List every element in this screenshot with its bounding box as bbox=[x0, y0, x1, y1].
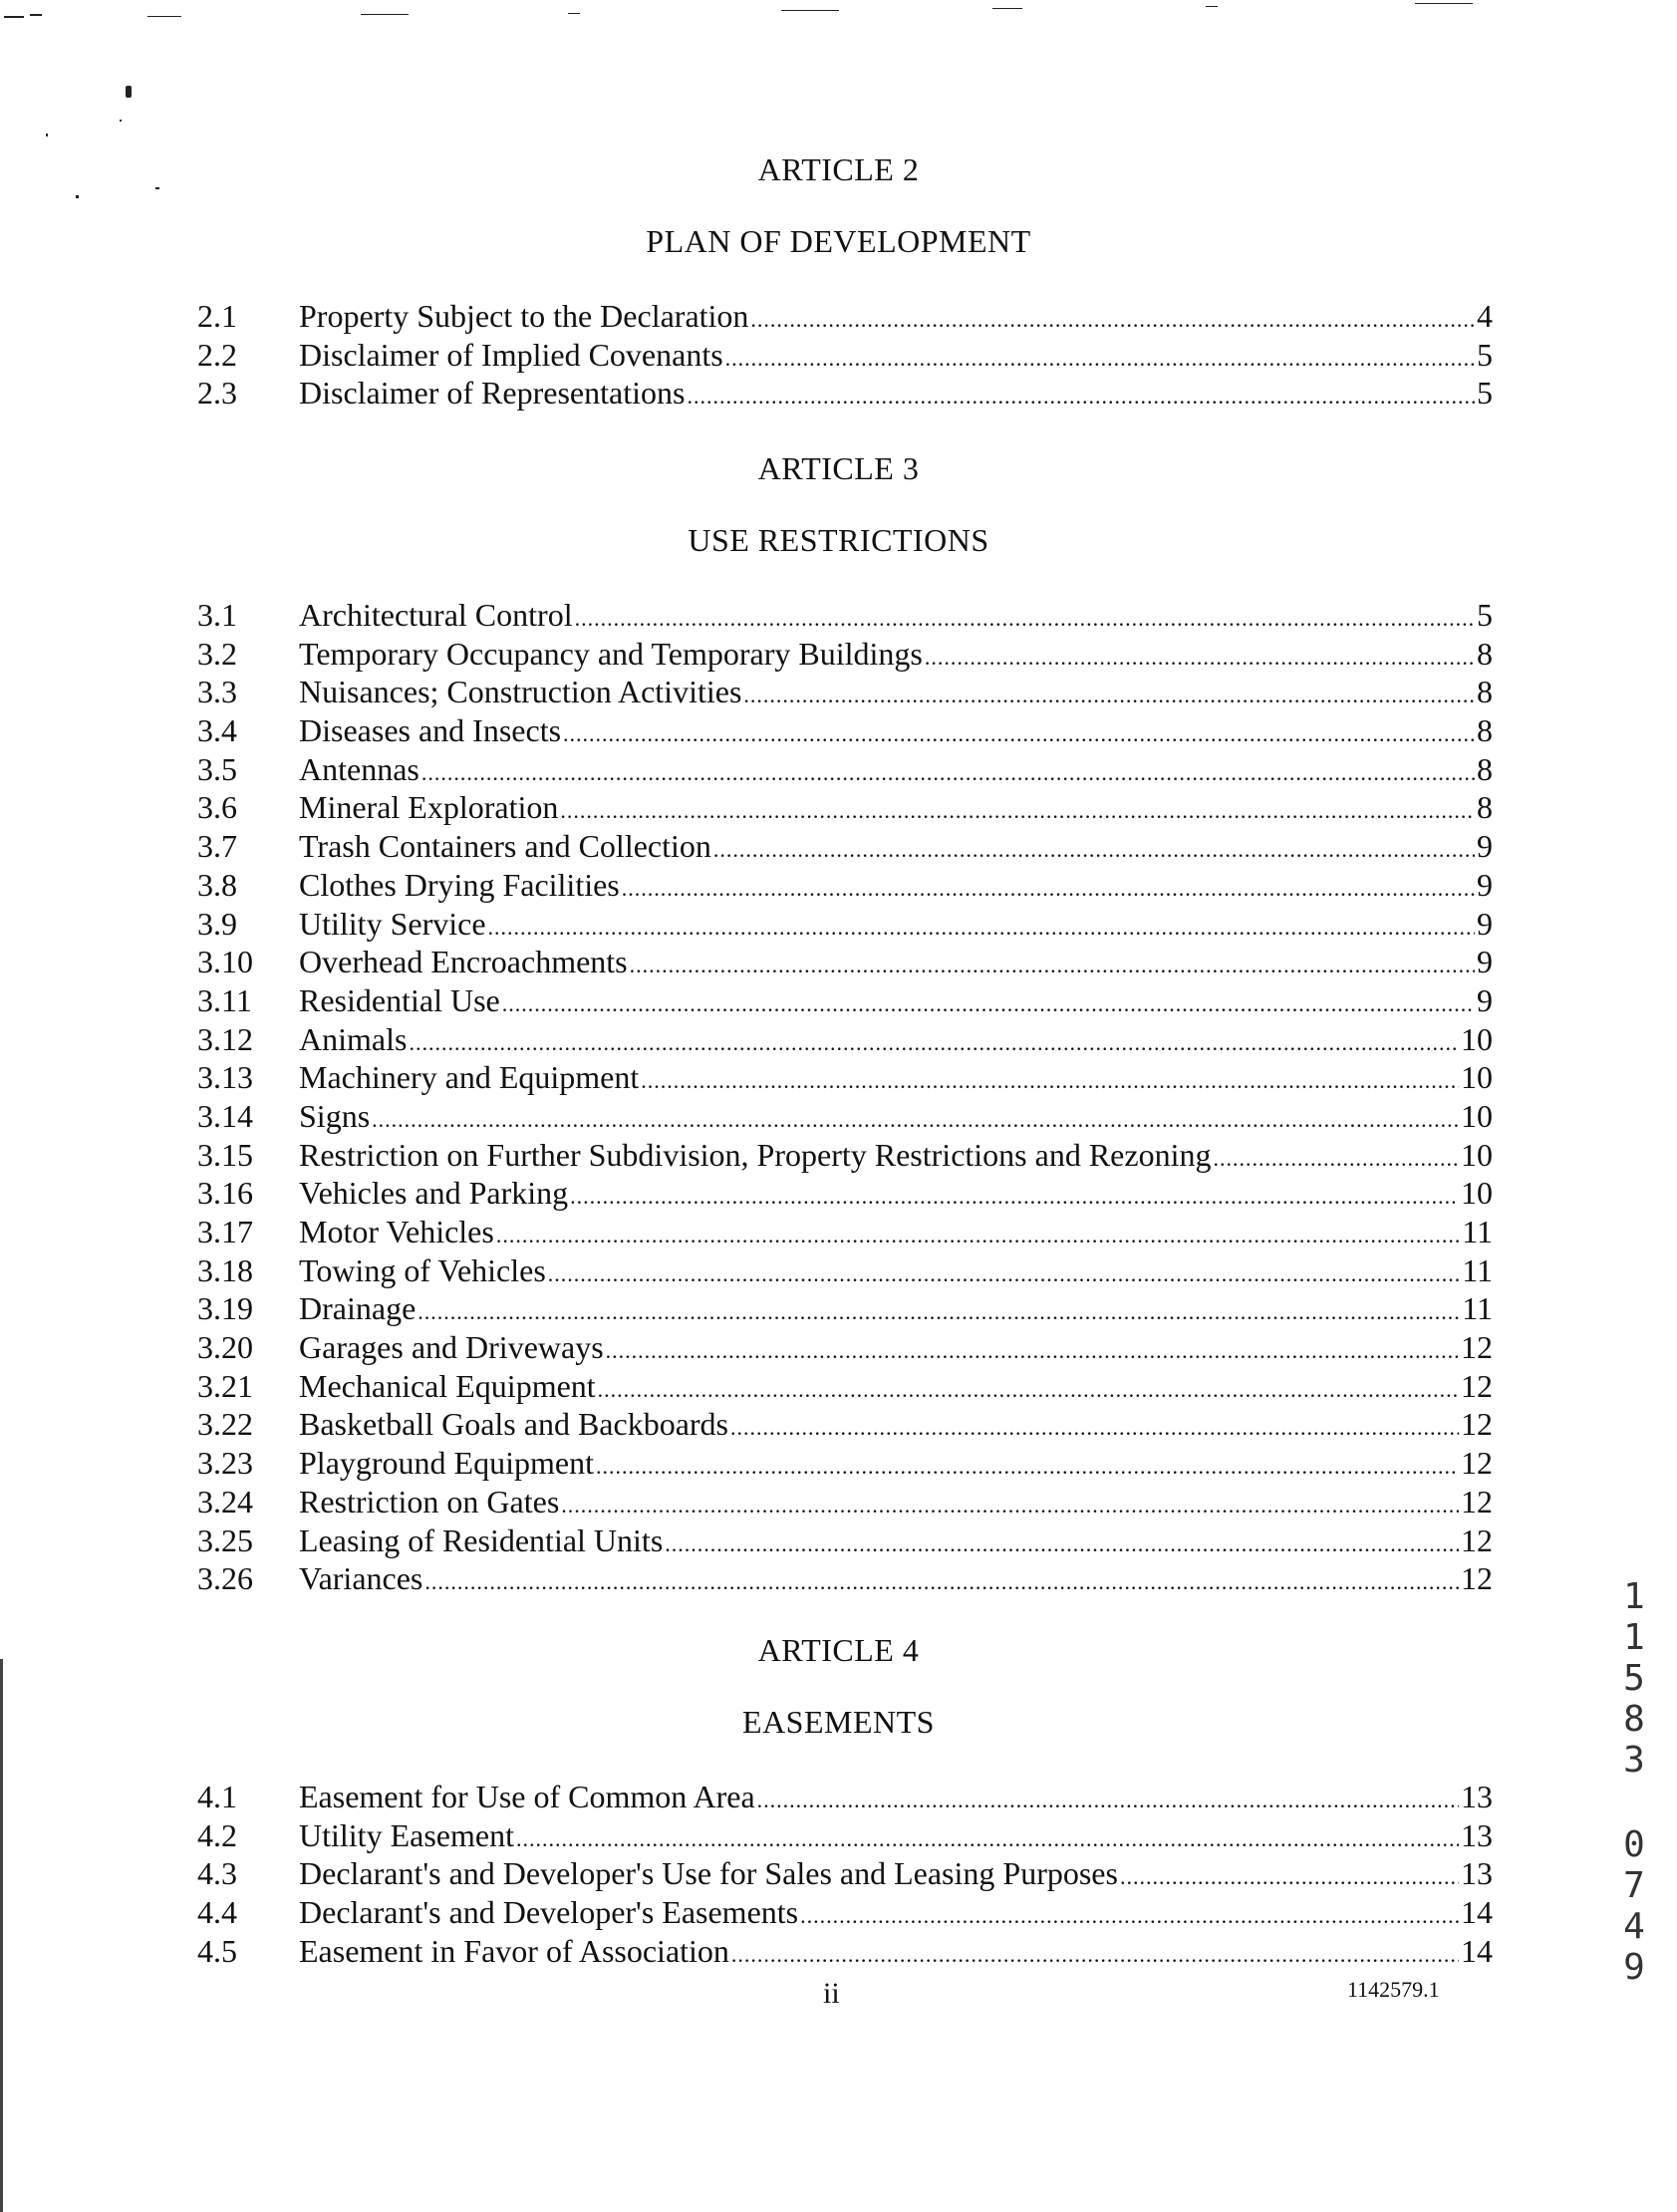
scan-mark bbox=[30, 14, 42, 16]
article-title: PLAN OF DEVELOPMENT bbox=[646, 223, 1031, 259]
toc-page: 13 bbox=[1461, 1779, 1493, 1814]
toc-row bbox=[197, 374, 1493, 413]
toc-page: 9 bbox=[1477, 944, 1493, 980]
dot-leader bbox=[800, 1897, 1459, 1936]
toc-page: 5 bbox=[1477, 336, 1493, 373]
article-title: USE RESTRICTIONS bbox=[688, 522, 989, 558]
toc-row bbox=[197, 750, 1493, 789]
toc-row bbox=[197, 866, 1493, 905]
stamp-digit: 4 bbox=[1623, 1906, 1645, 1947]
stamp-digit: 7 bbox=[1623, 1865, 1645, 1906]
dot-leader bbox=[1213, 1140, 1459, 1179]
dot-leader bbox=[548, 1255, 1460, 1294]
footer-document-id: 1142579.1 bbox=[1347, 1977, 1440, 2002]
toc-title: Easement in Favor of Association bbox=[299, 1932, 729, 1969]
toc-page: 10 bbox=[1461, 1059, 1493, 1096]
toc-title: Machinery and Equipment bbox=[299, 1059, 640, 1096]
toc-title: Garages and Driveways bbox=[299, 1329, 604, 1366]
toc-page: 8 bbox=[1477, 789, 1493, 826]
toc-number: 3.8 bbox=[197, 866, 237, 903]
toc-page: 12 bbox=[1461, 1406, 1493, 1443]
dot-leader bbox=[488, 909, 1475, 948]
toc-row bbox=[197, 1367, 1493, 1406]
toc-title: Clothes Drying Facilities bbox=[299, 866, 620, 903]
dot-leader bbox=[424, 1563, 1459, 1602]
dot-leader bbox=[502, 985, 1475, 1024]
toc-number: 4.3 bbox=[197, 1855, 237, 1892]
toc-page: 12 bbox=[1461, 1483, 1493, 1520]
toc-section-article-4 bbox=[197, 1778, 1493, 1970]
dot-leader bbox=[622, 870, 1475, 909]
toc-number: 3.7 bbox=[197, 828, 237, 865]
toc-page: 8 bbox=[1477, 750, 1493, 787]
toc-number: 4.2 bbox=[197, 1816, 237, 1853]
toc-number: 3.3 bbox=[197, 674, 237, 710]
toc-title: Leasing of Residential Units bbox=[299, 1521, 664, 1558]
scan-mark bbox=[361, 14, 409, 15]
article-label: ARTICLE 4 bbox=[757, 1632, 920, 1668]
toc-page: 9 bbox=[1477, 981, 1493, 1018]
toc-page: 9 bbox=[1477, 905, 1493, 942]
scan-mark bbox=[147, 16, 181, 17]
toc-title: Declarant's and Developer's Easements bbox=[299, 1894, 799, 1931]
toc-row bbox=[197, 981, 1493, 1020]
toc-title: Motor Vehicles bbox=[299, 1214, 494, 1249]
toc-page: 8 bbox=[1477, 712, 1493, 749]
toc-row bbox=[197, 673, 1493, 711]
toc-number: 3.12 bbox=[197, 1020, 253, 1057]
toc-page: 13 bbox=[1461, 1816, 1493, 1853]
dot-leader bbox=[687, 378, 1475, 416]
toc-page: 10 bbox=[1461, 1097, 1493, 1134]
toc-page: 11 bbox=[1462, 1290, 1493, 1327]
toc-page: 14 bbox=[1461, 1894, 1493, 1931]
toc-title: Temporary Occupancy and Temporary Buildings bbox=[299, 635, 923, 672]
stamp-digit: 8 bbox=[1623, 1699, 1645, 1740]
dot-leader bbox=[598, 1371, 1459, 1410]
toc-title: Declarant's and Developer's Use for Sales and Leasing Purposes bbox=[299, 1855, 1118, 1892]
toc-page: 12 bbox=[1461, 1445, 1493, 1482]
scan-mark bbox=[76, 195, 79, 198]
toc-row bbox=[197, 943, 1493, 981]
dot-leader bbox=[750, 301, 1475, 340]
toc-page: 4 bbox=[1477, 298, 1493, 334]
scan-mark bbox=[781, 10, 839, 11]
stamp-digit: 9 bbox=[1623, 1947, 1645, 1988]
stamp-digit: 3 bbox=[1623, 1740, 1645, 1781]
toc-row bbox=[197, 905, 1493, 944]
dot-leader bbox=[418, 1293, 1460, 1332]
scan-mark bbox=[4, 16, 24, 18]
toc-row bbox=[197, 297, 1493, 336]
scan-mark bbox=[568, 13, 580, 14]
dot-leader bbox=[731, 1936, 1459, 1975]
toc-number: 3.24 bbox=[197, 1483, 253, 1520]
toc-title: Disclaimer of Representations bbox=[299, 375, 686, 412]
toc-row bbox=[197, 1213, 1493, 1251]
dot-leader bbox=[641, 1062, 1459, 1101]
toc-row bbox=[197, 1778, 1493, 1816]
dot-leader bbox=[421, 754, 1475, 793]
toc-number: 3.6 bbox=[197, 789, 237, 826]
toc-number: 3.22 bbox=[197, 1406, 253, 1443]
dot-leader bbox=[606, 1332, 1459, 1371]
stamp-digit: 0 bbox=[1623, 1824, 1645, 1865]
toc-page: 10 bbox=[1461, 1020, 1493, 1057]
article-label: ARTICLE 3 bbox=[757, 450, 920, 486]
dot-leader bbox=[630, 947, 1475, 985]
dot-leader bbox=[665, 1525, 1459, 1564]
toc-row bbox=[197, 1174, 1493, 1213]
toc-number: 3.17 bbox=[197, 1214, 253, 1249]
dot-leader bbox=[496, 1217, 1460, 1255]
stamp-digit: 5 bbox=[1623, 1658, 1645, 1699]
toc-section-article-3 bbox=[197, 596, 1493, 1598]
toc-title: Utility Service bbox=[299, 905, 486, 942]
toc-row bbox=[197, 635, 1493, 674]
toc-number: 3.13 bbox=[197, 1059, 253, 1096]
toc-row bbox=[197, 1136, 1493, 1175]
toc-number: 3.18 bbox=[197, 1251, 253, 1288]
toc-number: 2.2 bbox=[197, 336, 237, 373]
toc-page: 10 bbox=[1461, 1175, 1493, 1212]
toc-row bbox=[197, 827, 1493, 866]
toc-row bbox=[197, 1932, 1493, 1971]
stamp-digit: 1 bbox=[1623, 1617, 1645, 1658]
toc-title: Mineral Exploration bbox=[299, 789, 559, 826]
toc-title: Mechanical Equipment bbox=[299, 1367, 596, 1404]
footer-page-number: ii bbox=[823, 1977, 840, 2010]
toc-title: Restriction on Gates bbox=[299, 1483, 560, 1520]
toc-page: 8 bbox=[1477, 674, 1493, 710]
toc-title: Drainage bbox=[299, 1290, 417, 1327]
toc-number: 3.26 bbox=[197, 1560, 253, 1597]
toc-title: Basketball Goals and Backboards bbox=[299, 1406, 728, 1443]
toc-number: 3.23 bbox=[197, 1445, 253, 1482]
toc-row bbox=[197, 1058, 1493, 1097]
dot-leader bbox=[372, 1101, 1459, 1140]
toc-section-article-2 bbox=[197, 297, 1493, 413]
toc-number: 3.4 bbox=[197, 712, 237, 749]
toc-title: Diseases and Insects bbox=[299, 712, 562, 749]
toc-page: 12 bbox=[1461, 1367, 1493, 1404]
toc-title: Property Subject to the Declaration bbox=[299, 298, 749, 334]
dot-leader bbox=[925, 639, 1475, 678]
toc-row bbox=[197, 1328, 1493, 1367]
margin-recording-stamp bbox=[1616, 1576, 1652, 1988]
toc-number: 3.25 bbox=[197, 1521, 253, 1558]
toc-page: 12 bbox=[1461, 1521, 1493, 1558]
dot-leader bbox=[757, 1782, 1459, 1820]
toc-title: Utility Easement bbox=[299, 1816, 514, 1853]
toc-number: 3.11 bbox=[197, 981, 252, 1018]
toc-title: Overhead Encroachments bbox=[299, 944, 628, 980]
toc-row bbox=[197, 711, 1493, 750]
toc-number: 3.2 bbox=[197, 635, 237, 672]
stamp-digit: 1 bbox=[1623, 1576, 1645, 1617]
toc-row bbox=[197, 336, 1493, 375]
toc-title: Playground Equipment bbox=[299, 1445, 594, 1482]
toc-title: Variances bbox=[299, 1560, 423, 1597]
article-title: EASEMENTS bbox=[742, 1704, 935, 1740]
toc-page: 12 bbox=[1461, 1329, 1493, 1366]
toc-number: 3.1 bbox=[197, 597, 237, 633]
dot-leader bbox=[561, 1487, 1459, 1525]
dot-leader bbox=[725, 340, 1475, 379]
toc-title: Easement for Use of Common Area bbox=[299, 1779, 755, 1814]
toc-number: 3.14 bbox=[197, 1097, 253, 1134]
toc-page: 13 bbox=[1461, 1855, 1493, 1892]
toc-page: 11 bbox=[1462, 1251, 1493, 1288]
scan-mark bbox=[46, 134, 48, 137]
dot-leader bbox=[516, 1820, 1459, 1859]
toc-number: 4.1 bbox=[197, 1779, 237, 1814]
dot-leader bbox=[1120, 1858, 1459, 1897]
toc-row bbox=[197, 1405, 1493, 1444]
toc-number: 2.1 bbox=[197, 298, 237, 334]
toc-title: Trash Containers and Collection bbox=[299, 828, 711, 865]
toc-title: Antennas bbox=[299, 750, 419, 787]
toc-number: 2.3 bbox=[197, 375, 237, 412]
toc-number: 3.9 bbox=[197, 905, 237, 942]
toc-page: 12 bbox=[1461, 1560, 1493, 1597]
toc-number: 4.4 bbox=[197, 1894, 237, 1931]
scan-mark bbox=[992, 8, 1022, 9]
toc-row bbox=[197, 1816, 1493, 1855]
dot-leader bbox=[713, 831, 1475, 870]
toc-number: 3.20 bbox=[197, 1329, 253, 1366]
toc-page: 8 bbox=[1477, 635, 1493, 672]
scan-edge bbox=[0, 1659, 3, 2212]
toc-page: 10 bbox=[1461, 1136, 1493, 1173]
toc-row bbox=[197, 788, 1493, 827]
toc-number: 4.5 bbox=[197, 1932, 237, 1969]
toc-title: Restriction on Further Subdivision, Property Restrictions and Rezoning bbox=[299, 1136, 1212, 1173]
toc-row bbox=[197, 1097, 1493, 1136]
dot-leader bbox=[743, 677, 1475, 715]
toc-title: Vehicles and Parking bbox=[299, 1175, 569, 1212]
scan-mark bbox=[126, 86, 132, 98]
toc-page: 9 bbox=[1477, 866, 1493, 903]
toc-number: 3.10 bbox=[197, 944, 253, 980]
stamp-gap bbox=[1616, 1781, 1652, 1824]
scan-mark bbox=[1415, 3, 1473, 4]
toc-row bbox=[197, 1289, 1493, 1328]
scan-mark bbox=[1206, 6, 1218, 7]
toc-row bbox=[197, 596, 1493, 635]
toc-page: 5 bbox=[1477, 375, 1493, 412]
toc-page: 11 bbox=[1462, 1214, 1493, 1249]
toc-row bbox=[197, 1559, 1493, 1598]
toc-page: 9 bbox=[1477, 828, 1493, 865]
toc-number: 3.16 bbox=[197, 1175, 253, 1212]
toc-number: 3.5 bbox=[197, 750, 237, 787]
toc-page: 5 bbox=[1477, 597, 1493, 633]
toc-row bbox=[197, 1444, 1493, 1483]
dot-leader bbox=[730, 1409, 1459, 1448]
toc-row bbox=[197, 1854, 1493, 1893]
toc-number: 3.21 bbox=[197, 1367, 253, 1404]
toc-row bbox=[197, 1521, 1493, 1560]
toc-title: Nuisances; Construction Activities bbox=[299, 674, 742, 710]
scan-mark bbox=[120, 120, 122, 122]
toc-title: Signs bbox=[299, 1097, 371, 1134]
article-label: ARTICLE 2 bbox=[757, 151, 920, 187]
toc-row bbox=[197, 1020, 1493, 1059]
dot-leader bbox=[575, 600, 1475, 639]
dot-leader bbox=[563, 715, 1475, 754]
toc-row bbox=[197, 1483, 1493, 1521]
dot-leader bbox=[560, 792, 1475, 831]
toc-number: 3.15 bbox=[197, 1136, 253, 1173]
toc-title: Architectural Control bbox=[299, 597, 573, 633]
dot-leader bbox=[596, 1448, 1459, 1487]
toc-row bbox=[197, 1251, 1493, 1290]
toc-title: Animals bbox=[299, 1020, 408, 1057]
toc-title: Towing of Vehicles bbox=[299, 1251, 546, 1288]
toc-row bbox=[197, 1893, 1493, 1932]
toc-page: 14 bbox=[1461, 1932, 1493, 1969]
toc-title: Disclaimer of Implied Covenants bbox=[299, 336, 723, 373]
toc-title: Residential Use bbox=[299, 981, 500, 1018]
dot-leader bbox=[409, 1024, 1459, 1063]
dot-leader bbox=[570, 1178, 1459, 1217]
toc-number: 3.19 bbox=[197, 1290, 253, 1327]
